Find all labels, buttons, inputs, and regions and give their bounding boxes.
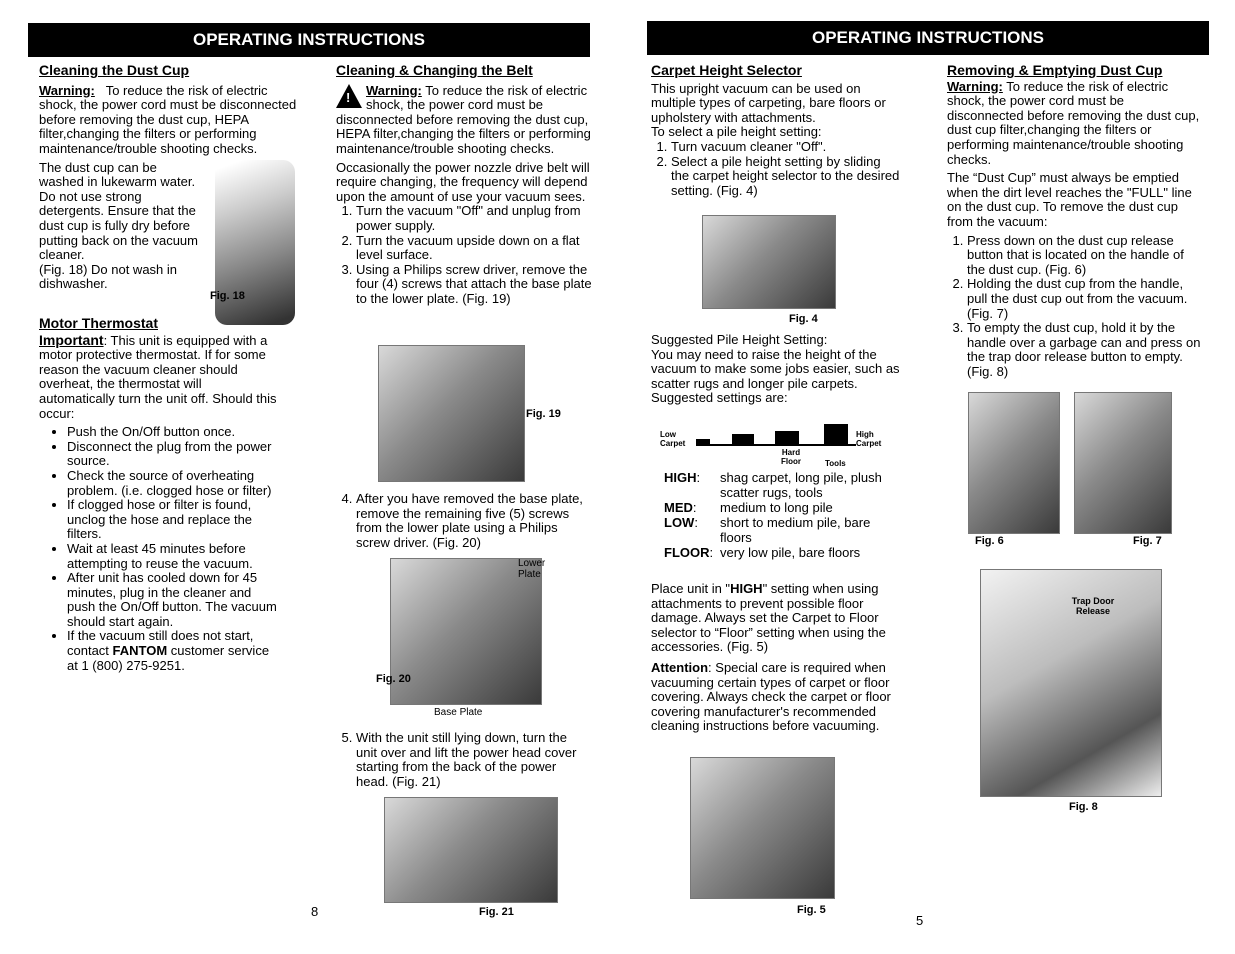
setting-value: short to medium pile, bare floors xyxy=(720,515,871,545)
dust-cup-heading: Cleaning the Dust Cup xyxy=(39,62,190,78)
base-plate-label: Base Plate xyxy=(434,707,483,718)
attention-text xyxy=(651,661,901,734)
thermostat-heading: Motor Thermostat xyxy=(39,315,158,331)
thermostat-bullet: • After unit has cooled down for 45 minutes, plug in the cleaner and push the On/Off button. The vacuum should start again. xyxy=(67,571,279,629)
thermostat-bullet: • Check the source of overheating problem. (i.e. clogged hose or filter) xyxy=(67,469,279,498)
fig19-label: Fig. 19 xyxy=(526,408,561,420)
setting-row: FLOOR: very low pile, bare floors xyxy=(664,545,894,560)
remove-step: 3. To empty the dust cup, hold it by the handle over a garbage can and press on the trap door release button to empty. (Fig. 8) xyxy=(967,321,1203,379)
belt-heading: Cleaning & Changing the Belt xyxy=(336,62,533,78)
setting-row: HIGH: shag carpet, long pile, plush scatter rugs, tools xyxy=(664,470,894,500)
place-pre: Place unit in " xyxy=(651,581,731,596)
carpet-steps xyxy=(651,140,901,198)
setting-key: LOW xyxy=(664,515,695,530)
settings-table xyxy=(664,470,894,560)
thermostat-bullet xyxy=(67,629,279,673)
thermostat-section xyxy=(39,316,279,673)
suggested-text: You may need to raise the height of the vacuum to make some jobs easier, such as scatter rugs and longer pile carpets. Suggested settings are: xyxy=(651,346,900,406)
dust-cup-line: (Fig. 18) Do not wash in xyxy=(39,261,178,277)
low-carpet-label: Low Carpet xyxy=(660,430,686,448)
dust-cup-line: putting back on the vacuum xyxy=(39,232,198,248)
high-carpet-label: High Carpet xyxy=(856,430,882,448)
belt-step5 xyxy=(336,731,586,789)
hard-floor-label: Hard Floor xyxy=(781,448,801,466)
fig4-image xyxy=(702,215,836,309)
dust-cup-line: Do not use strong xyxy=(39,188,142,204)
fig5-image xyxy=(690,757,835,899)
fig19-image xyxy=(378,345,525,482)
suggested-section xyxy=(651,333,901,406)
belt-step: 2. Turn the vacuum upside down on a flat level surface. xyxy=(356,234,592,263)
carpet-heading: Carpet Height Selector xyxy=(651,62,802,78)
setting-value: very low pile, bare floors xyxy=(720,545,861,560)
right-page-banner: OPERATING INSTRUCTIONS xyxy=(647,21,1209,55)
setting-key: FLOOR xyxy=(664,545,710,560)
thermostat-bullet: • Wait at least 45 minutes before attempting to reuse the vacuum. xyxy=(67,542,279,571)
dust-cup-line: detergents. Ensure that the xyxy=(39,203,196,219)
important-label: Important xyxy=(39,331,104,348)
belt-step: 3. Using a Philips screw driver, remove the four (4) screws that attach the base plate to the lower plate. (Fig. 19) xyxy=(356,263,592,307)
tools-label: Tools xyxy=(825,459,846,468)
carpet-step: 2. Select a pile height setting by sliding the carpet height selector to the desired setting. (Fig. 4) xyxy=(671,155,901,199)
place-post: " setting when using attachments to prevent possible floor damage. Always set the Carpet to Floor selector to “Floor” setting when using the accessories. (Fig. 5) xyxy=(651,581,886,655)
warning-label: Warning: xyxy=(39,82,95,98)
attention-body: : Special care is required when vacuuming certain types of carpet or floor covering. Always check the carpet or floor covering manufacturer's recommended cleaning instructions before vacuuming. xyxy=(651,659,891,734)
brand-name: FANTOM xyxy=(112,643,168,659)
carpet-select: To select a pile height setting: xyxy=(651,124,822,140)
belt-warning xyxy=(336,84,592,157)
dust-cup-line: dishwasher. xyxy=(39,276,108,292)
scale-step-4 xyxy=(824,424,848,445)
page-number-right: 5 xyxy=(916,913,924,928)
remove-steps xyxy=(947,234,1203,380)
belt-step: 5. With the unit still lying down, turn the unit over and lift the power head cover starting from the back of the power head. (Fig. 21) xyxy=(356,731,586,789)
fig5-label: Fig. 5 xyxy=(797,904,826,916)
belt-section xyxy=(336,63,592,307)
fig6-label: Fig. 6 xyxy=(975,535,1004,547)
remove-step: 2. Holding the dust cup from the handle, pull the dust cup out from the vacuum. (Fig. 7) xyxy=(967,277,1203,321)
warning-label: Warning: xyxy=(366,82,422,98)
place-unit-section xyxy=(651,582,901,738)
fig21-label: Fig. 21 xyxy=(479,906,514,918)
important-text: : This unit is equipped with a motor protective thermostat. If for some reason the vacuum cleaner should overheat, the thermostat will automatically turn the unit off. Should this occur: xyxy=(39,332,277,421)
fig8-label: Fig. 8 xyxy=(1069,801,1098,813)
warning-triangle-icon: ! xyxy=(336,84,362,108)
trap-door-label: Trap Door Release xyxy=(1071,596,1115,616)
fig20-image xyxy=(390,558,542,705)
setting-row: MED: medium to long pile xyxy=(664,500,894,515)
setting-key: HIGH xyxy=(664,470,697,485)
carpet-step: 1. Turn vacuum cleaner "Off". xyxy=(671,140,901,155)
left-page-banner: OPERATING INSTRUCTIONS xyxy=(28,23,590,57)
lower-plate-label: Lower Plate xyxy=(518,558,546,580)
carpet-intro: This upright vacuum can be used on multiple types of carpeting, bare floors or upholstery with attachments. xyxy=(651,80,886,125)
contact-pre: If the vacuum still does not start, contact xyxy=(67,628,254,659)
dust-cup-warning xyxy=(39,84,301,157)
warning-text: To reduce the risk of electric shock, the power cord must be disconnected before removing the dust cup, HEPA filter,changing the filters or performing maintenance/trouble shooting checks. xyxy=(336,82,591,156)
warning-text: To reduce the risk of electric shock, the power cord must be disconnected before removing the dust cup, HEPA filter,changing the filters or performing maintenance/trouble shooting checks. xyxy=(39,82,297,156)
setting-key: MED xyxy=(664,500,693,515)
fig7-image xyxy=(1074,392,1172,534)
thermostat-bullet: • Push the On/Off button once. xyxy=(67,425,279,440)
belt-step: 4. After you have removed the base plate, remove the remaining five (5) screws from the lower plate using a Philips screw driver. (Fig. 20) xyxy=(356,492,586,550)
carpet-section xyxy=(651,63,901,198)
dust-cup-line: cleaner. xyxy=(39,247,85,263)
place-bold: HIGH xyxy=(730,581,763,596)
remove-intro: The “Dust Cup” must always be emptied when the dirt level reaches the "FULL" line on the dust cup. To remove the dust cup from the vacuum: xyxy=(947,170,1192,229)
setting-value: medium to long pile xyxy=(720,500,833,515)
belt-step: 1. Turn the vacuum "Off" and unplug from power supply. xyxy=(356,204,592,233)
page-number-left: 8 xyxy=(311,904,319,919)
place-unit-text xyxy=(651,582,901,655)
pile-height-scale xyxy=(656,420,886,470)
thermostat-bullet: • If clogged hose or filter is found, unclog the hose and replace the filters. xyxy=(67,498,279,542)
remove-step: 1. Press down on the dust cup release button that is located on the handle of the dust cup. (Fig. 6) xyxy=(967,234,1203,278)
remove-dust-cup-section xyxy=(947,63,1203,379)
setting-row: LOW: short to medium pile, bare floors xyxy=(664,515,894,545)
remove-dust-cup-heading: Removing & Emptying Dust Cup xyxy=(947,62,1163,78)
scale-baseline xyxy=(696,444,856,446)
suggested-title: Suggested Pile Height Setting: xyxy=(651,332,828,347)
thermostat-important xyxy=(39,333,279,422)
dust-cup-line: washed in lukewarm water. xyxy=(39,174,196,190)
dust-cup-line: dust cup is fully dry before xyxy=(39,217,191,233)
fig21-image xyxy=(384,797,558,903)
belt-step4 xyxy=(336,492,586,550)
fig20-label: Fig. 20 xyxy=(376,673,411,685)
fig4-label: Fig. 4 xyxy=(789,313,818,325)
fig18-label: Fig. 18 xyxy=(210,290,245,302)
belt-steps xyxy=(336,204,592,306)
attention-label: Attention xyxy=(651,659,709,675)
scale-step-3 xyxy=(775,431,799,445)
contact-post: customer service at 1 (800) 275-9251. xyxy=(67,643,270,673)
warning-label: Warning: xyxy=(947,78,1003,94)
belt-intro: Occasionally the power nozzle drive belt will require changing, the frequency will depend upon the amount of use your vacuum sees. xyxy=(336,159,590,204)
dust-cup-line: The dust cup can be xyxy=(39,159,157,175)
remove-warning xyxy=(947,80,1203,168)
fig7-label: Fig. 7 xyxy=(1133,535,1162,547)
thermostat-bullets xyxy=(39,425,279,673)
fig6-image xyxy=(968,392,1060,534)
warning-text: To reduce the risk of electric shock, the power cord must be disconnected before removing the dust cup, dust cup filter,changing the filters or performing maintenance/trouble shooting checks. xyxy=(947,78,1200,167)
thermostat-bullet: • Disconnect the plug from the power source. xyxy=(67,440,279,469)
setting-value: shag carpet, long pile, plush scatter rugs, tools xyxy=(720,470,882,500)
